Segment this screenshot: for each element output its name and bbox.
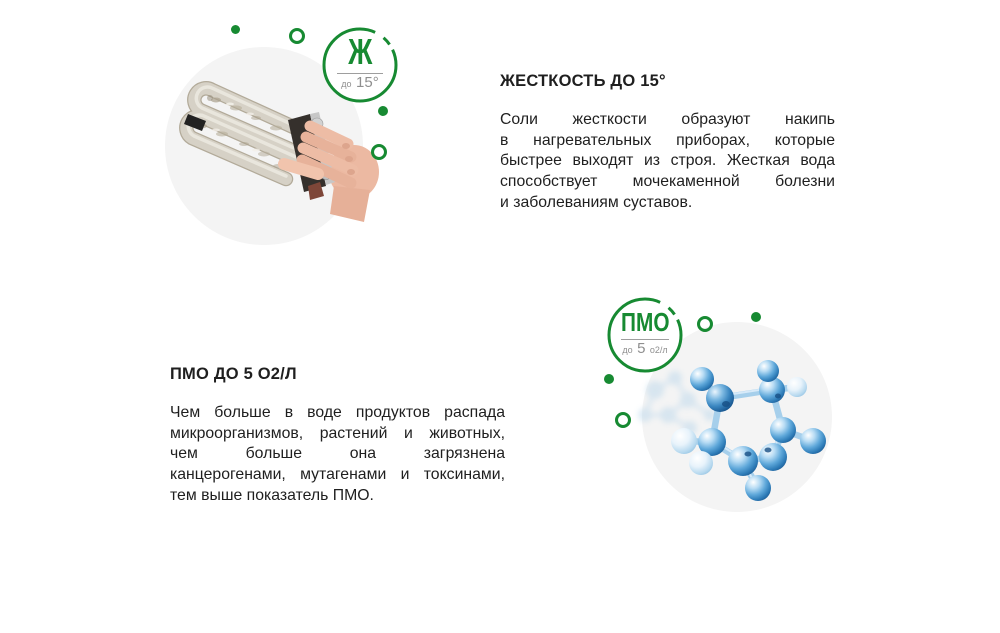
green-dot-icon xyxy=(604,374,614,384)
paragraph-line: тем выше показатель ПМО. xyxy=(170,486,374,504)
hardness-heading: ЖЕСТКОСТЬ ДО 15° xyxy=(500,72,666,90)
hardness-text-block xyxy=(500,71,835,214)
pmo-badge xyxy=(607,297,683,373)
pmo-paragraph xyxy=(170,403,505,507)
badge-subtitle-prefix: до xyxy=(622,345,633,355)
badge-subtitle xyxy=(322,76,398,91)
paragraph-line: чем больше она загрязнена xyxy=(170,445,505,463)
badge-subtitle-value: 5 xyxy=(637,340,646,357)
paragraph-line: и заболеваниям суставов. xyxy=(500,193,693,211)
green-ring-icon xyxy=(697,316,713,332)
green-ring-icon xyxy=(615,412,631,428)
green-ring-icon xyxy=(289,28,305,44)
paragraph-line: микроорганизмов, растений и животных, xyxy=(170,424,505,442)
badge-symbol: ПМО xyxy=(620,307,670,337)
paragraph-line: Соли жесткости образуют накипь xyxy=(500,111,835,128)
badge-subtitle-prefix: до xyxy=(341,79,352,89)
badge-subtitle-unit: о2/л xyxy=(649,345,668,355)
green-dot-icon xyxy=(231,25,240,34)
badge-symbol: Ж xyxy=(347,31,373,72)
green-ring-icon xyxy=(371,144,387,160)
paragraph-line: канцерогенами, мутагенами и токсинами, xyxy=(170,466,505,484)
pmo-heading: ПМО ДО 5 О2/Л xyxy=(170,365,297,383)
paragraph-line: способствует мочекаменной болезни xyxy=(500,173,835,191)
hardness-badge xyxy=(322,27,398,103)
badge-subtitle-value: 15° xyxy=(356,74,379,91)
badge-subtitle xyxy=(607,342,683,357)
paragraph-line: Чем больше в воде продуктов распада xyxy=(170,404,505,421)
pmo-text-block xyxy=(170,364,505,507)
paragraph-line: быстрее выходят из строя. Жесткая вода xyxy=(500,152,835,170)
molecule-photo xyxy=(660,350,840,510)
green-dot-icon xyxy=(751,312,761,322)
hardness-paragraph xyxy=(500,110,835,214)
green-dot-icon xyxy=(378,106,388,116)
paragraph-line: в нагревательных приборах, которые xyxy=(500,131,835,149)
